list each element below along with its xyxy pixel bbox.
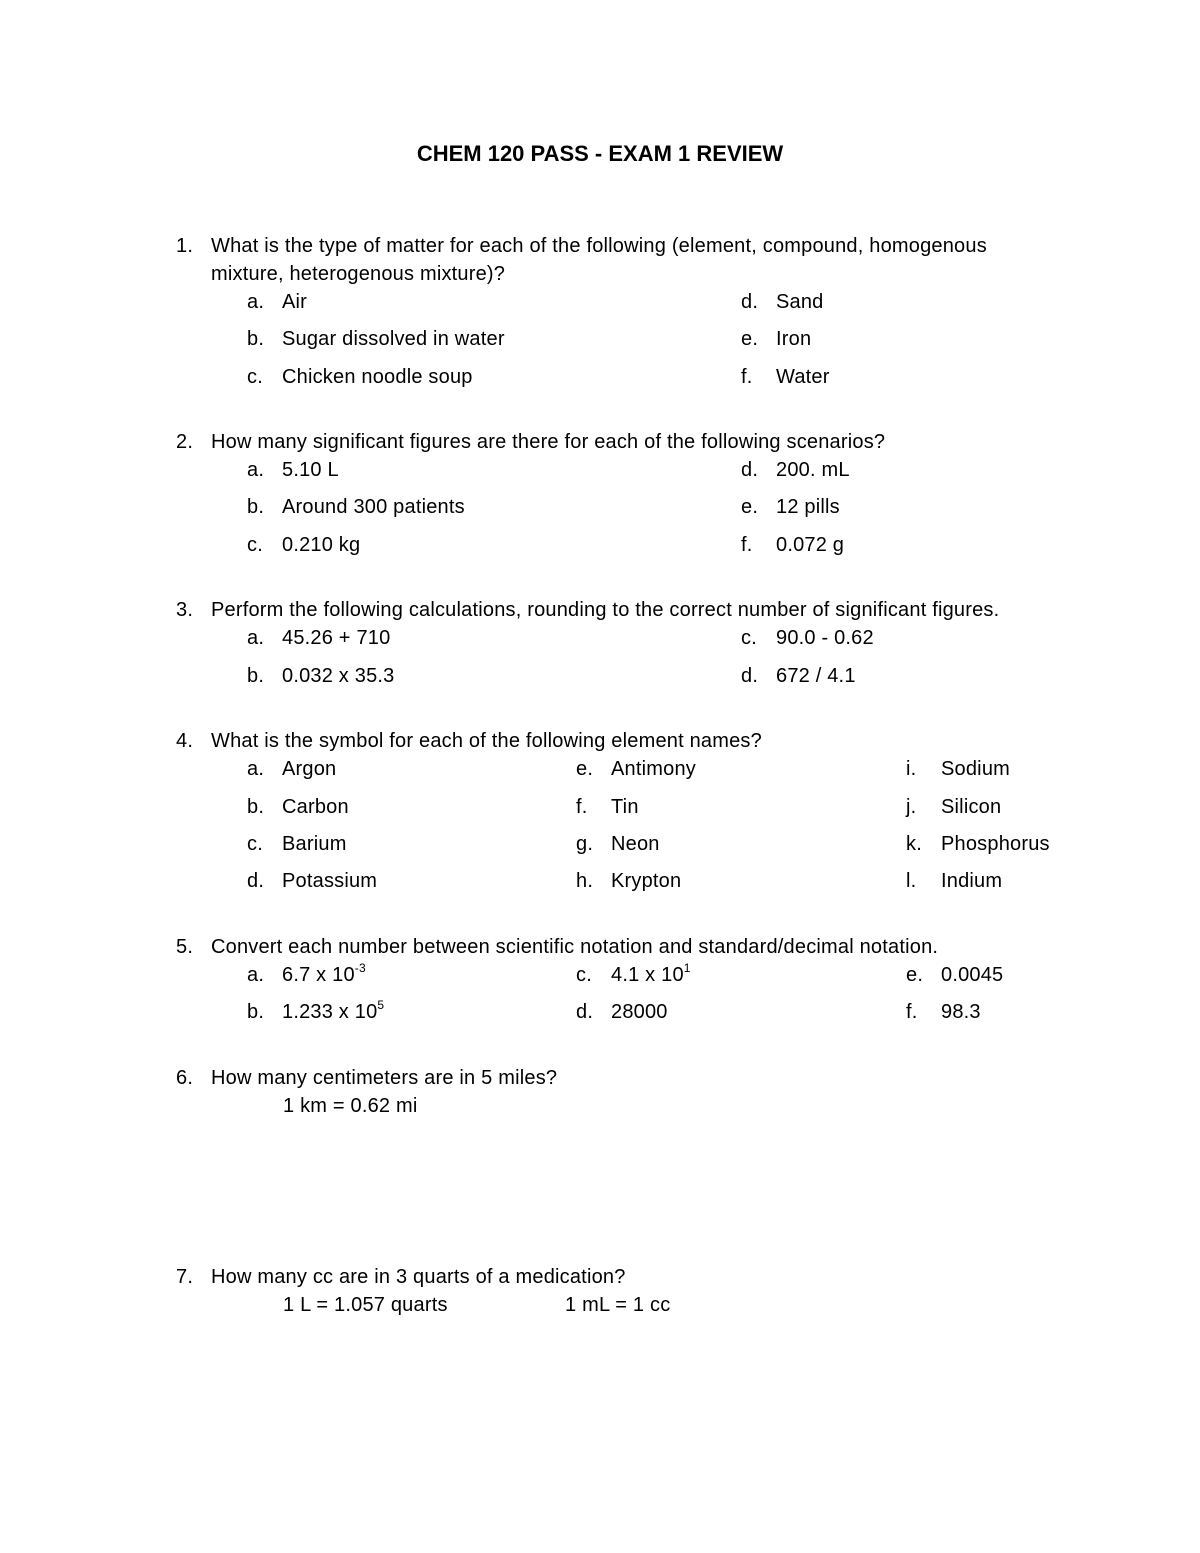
option-text (282, 962, 366, 988)
option-text: Neon (611, 833, 660, 855)
option-letter: a. (247, 627, 265, 649)
question-text: What is the symbol for each of the following element names? (211, 730, 762, 752)
option-exponent: 1 (683, 961, 691, 975)
option-text: Chicken noodle soup (282, 366, 473, 388)
conversion-factor: 1 L = 1.057 quarts (283, 1294, 448, 1316)
option-text: Iron (776, 328, 812, 350)
option-text: 12 pills (776, 496, 840, 518)
question-number: 5. (176, 936, 194, 958)
option-letter: c. (247, 833, 263, 855)
option-text: 672 / 4.1 (776, 665, 856, 687)
option-letter: e. (906, 964, 924, 986)
page-title: CHEM 120 PASS - EXAM 1 REVIEW (416, 141, 784, 166)
option-letter: a. (247, 459, 265, 481)
option-text: 28000 (611, 1001, 668, 1023)
option-letter: d. (247, 870, 265, 892)
option-letter: c. (576, 964, 592, 986)
question-text: How many centimeters are in 5 miles? (211, 1067, 558, 1089)
option-letter: d. (576, 1001, 594, 1023)
option-text: 0.032 x 35.3 (282, 665, 395, 687)
question-text: How many cc are in 3 quarts of a medication? (211, 1266, 626, 1288)
option-letter: e. (741, 328, 759, 350)
question-number: 6. (176, 1067, 194, 1089)
option-letter: a. (247, 758, 265, 780)
option-text: Sugar dissolved in water (282, 328, 505, 350)
question-text: How many significant figures are there for each of the following scenarios? (211, 431, 886, 453)
option-letter: f. (906, 1001, 918, 1023)
option-letter: l. (906, 870, 917, 892)
option-text: Phosphorus (941, 833, 1050, 855)
option-text: Tin (611, 796, 639, 818)
option-letter: c. (741, 627, 757, 649)
option-letter: b. (247, 496, 265, 518)
option-base: 4.1 x 10 (611, 964, 684, 986)
option-letter: f. (576, 796, 588, 818)
option-text (611, 962, 691, 988)
option-text: Silicon (941, 796, 1002, 818)
option-text: 45.26 + 710 (282, 627, 391, 649)
question-number: 3. (176, 599, 194, 621)
option-text: 0.0045 (941, 964, 1004, 986)
option-letter: b. (247, 328, 265, 350)
option-letter: f. (741, 534, 753, 556)
option-text: Water (776, 366, 830, 388)
question-text: Convert each number between scientific notation and standard/decimal notation. (211, 936, 939, 958)
option-letter: j. (906, 796, 917, 818)
question-text-continued: mixture, heterogenous mixture)? (211, 263, 506, 285)
option-text: 200. mL (776, 459, 850, 481)
option-text: Sodium (941, 758, 1011, 780)
question-text: What is the type of matter for each of the following (element, compound, homogenous (211, 235, 987, 257)
option-letter: k. (906, 833, 922, 855)
question-number: 4. (176, 730, 194, 752)
option-letter: d. (741, 665, 759, 687)
option-letter: c. (247, 366, 263, 388)
question-number: 7. (176, 1266, 194, 1288)
option-letter: a. (247, 291, 265, 313)
option-base: 6.7 x 10 (282, 964, 355, 986)
option-text: Indium (941, 870, 1003, 892)
option-exponent: -3 (354, 961, 366, 975)
option-letter: i. (906, 758, 917, 780)
option-base: 1.233 x 10 (282, 1001, 378, 1023)
option-text: Argon (282, 758, 337, 780)
option-letter: d. (741, 291, 759, 313)
option-text: Barium (282, 833, 347, 855)
option-letter: h. (576, 870, 594, 892)
option-letter: f. (741, 366, 753, 388)
question-text: Perform the following calculations, rounding to the correct number of significant figures. (211, 599, 1000, 621)
option-letter: c. (247, 534, 263, 556)
question-number: 2. (176, 431, 194, 453)
option-letter: b. (247, 665, 265, 687)
option-text: Sand (776, 291, 824, 313)
option-letter: d. (741, 459, 759, 481)
option-text: 0.210 kg (282, 534, 361, 556)
option-letter: g. (576, 833, 594, 855)
option-text: Air (282, 291, 308, 313)
option-text: Krypton (611, 870, 682, 892)
option-letter: a. (247, 964, 265, 986)
option-text: 0.072 g (776, 534, 845, 556)
option-text: 5.10 L (282, 459, 339, 481)
option-letter: b. (247, 796, 265, 818)
option-letter: b. (247, 1001, 265, 1023)
option-letter: e. (741, 496, 759, 518)
question-number: 1. (176, 235, 194, 257)
option-letter: e. (576, 758, 594, 780)
option-exponent: 5 (377, 998, 385, 1012)
conversion-factor: 1 mL = 1 cc (565, 1294, 671, 1316)
conversion-factor: 1 km = 0.62 mi (283, 1095, 418, 1117)
option-text: 90.0 - 0.62 (776, 627, 874, 649)
option-text: Carbon (282, 796, 349, 818)
option-text: Antimony (611, 758, 696, 780)
option-text: Potassium (282, 870, 378, 892)
option-text (282, 999, 384, 1025)
option-text: 98.3 (941, 1001, 981, 1023)
option-text: Around 300 patients (282, 496, 465, 518)
